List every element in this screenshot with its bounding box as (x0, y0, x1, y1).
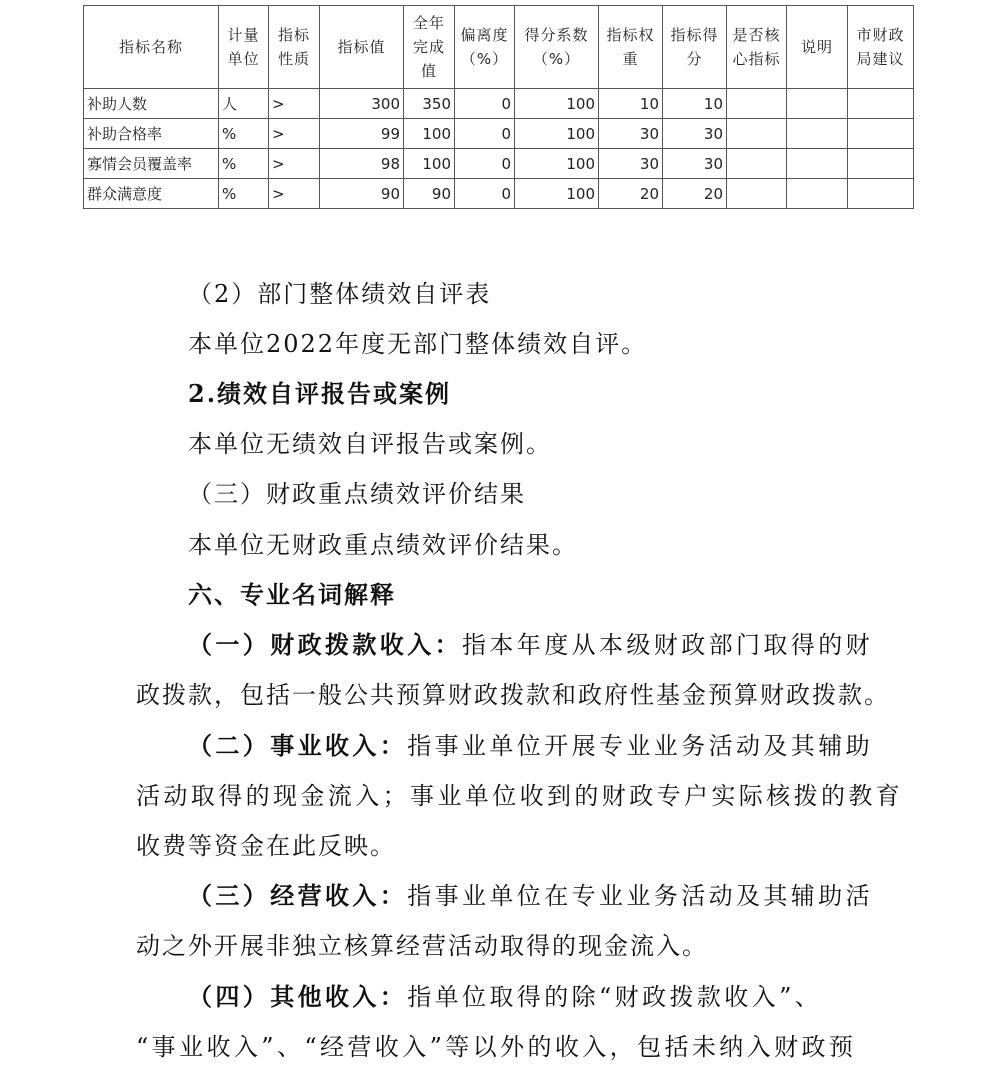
table-cell: 补助人数 (84, 89, 219, 119)
table-cell: 30 (599, 149, 663, 179)
table-cell (848, 119, 914, 149)
paragraph-key-evaluation: 本单位无财政重点绩效评价结果。 (188, 531, 578, 559)
header-score: 指标得分 (663, 6, 727, 89)
table-cell: 100 (404, 119, 455, 149)
table-cell (727, 179, 787, 209)
table-cell: 30 (599, 119, 663, 149)
definition-continuation: 动之外开展非独立核算经营活动取得的现金流入。 (136, 932, 708, 960)
definition-term: （二）事业收入： (188, 731, 408, 760)
table-cell (848, 89, 914, 119)
table-cell (787, 179, 848, 209)
header-nature: 指标性质 (269, 6, 320, 89)
table-cell: 90 (404, 179, 455, 209)
table-header-row (84, 6, 914, 89)
definition-operating-income (188, 871, 873, 921)
table-cell: > (269, 119, 320, 149)
table-cell: 30 (663, 149, 727, 179)
table-row (84, 119, 914, 149)
table-cell: 0 (455, 89, 515, 119)
definition-text: 指本年度从本级财政部门取得的财 (462, 631, 873, 659)
table-cell: 100 (515, 119, 599, 149)
table-cell: 10 (663, 89, 727, 119)
header-weight: 指标权重 (599, 6, 663, 89)
definition-continuation: 活动取得的现金流入；事业单位收到的财政专户实际核拨的教育 (136, 782, 904, 810)
table-cell: 20 (599, 179, 663, 209)
header-deviation: 偏离度（%） (455, 6, 515, 89)
table-row (84, 89, 914, 119)
table-cell: 10 (599, 89, 663, 119)
table-cell (848, 149, 914, 179)
table-cell: 0 (455, 119, 515, 149)
table-cell (787, 149, 848, 179)
table-cell: > (269, 149, 320, 179)
table-cell (787, 89, 848, 119)
section-heading-department-self-eval: （2）部门整体绩效自评表 (188, 280, 492, 308)
table-cell: % (219, 149, 269, 179)
table-cell (727, 119, 787, 149)
table-cell: 0 (455, 179, 515, 209)
section-heading-key-evaluation: （三）财政重点绩效评价结果 (188, 480, 526, 508)
header-is-core: 是否核心指标 (727, 6, 787, 89)
definition-business-income (188, 721, 873, 771)
table-cell: % (219, 179, 269, 209)
definition-continuation: 收费等资金在此反映。 (136, 832, 396, 860)
definition-continuation: “事业收入”、“经营收入”等以外的收入，包括未纳入财政预 (136, 1033, 857, 1061)
definition-continuation: 政拨款，包括一般公共预算财政拨款和政府性基金预算财政拨款。 (136, 681, 890, 709)
table-cell: 300 (320, 89, 404, 119)
definition-term: （三）经营收入： (188, 881, 408, 910)
header-annual-completion: 全年完成值 (404, 6, 455, 89)
header-remarks: 说明 (787, 6, 848, 89)
table-cell: 补助合格率 (84, 119, 219, 149)
table-cell: 98 (320, 149, 404, 179)
table-cell (848, 179, 914, 209)
table-cell: > (269, 89, 320, 119)
paragraph-self-eval-report: 本单位无绩效自评报告或案例。 (188, 430, 552, 458)
table-cell: 100 (515, 149, 599, 179)
table-cell: 0 (455, 149, 515, 179)
table-cell: 20 (663, 179, 727, 209)
definition-text: 指事业单位开展专业业务活动及其辅助 (407, 732, 874, 760)
header-score-coefficient: 得分系数（%） (515, 6, 599, 89)
table-cell: 群众满意度 (84, 179, 219, 209)
table-row (84, 179, 914, 209)
table-cell: 350 (404, 89, 455, 119)
table-cell (787, 119, 848, 149)
table-cell: 99 (320, 119, 404, 149)
definition-term: （一）财政拨款收入： (188, 630, 462, 659)
table-cell: > (269, 179, 320, 209)
paragraph-department-self-eval: 本单位2022年度无部门整体绩效自评。 (188, 330, 648, 358)
table-cell: 100 (404, 149, 455, 179)
header-unit: 计量单位 (219, 6, 269, 89)
definition-other-income (188, 972, 822, 1022)
section-heading-self-eval-report: 2.绩效自评报告或案例 (188, 379, 452, 408)
table-cell: 100 (515, 89, 599, 119)
header-finance-advice: 市财政局建议 (848, 6, 914, 89)
section-heading-glossary: 六、专业名词解释 (188, 580, 396, 609)
performance-indicator-table (83, 5, 914, 209)
table-cell: 寡情会员覆盖率 (84, 149, 219, 179)
table-cell: 90 (320, 179, 404, 209)
header-target-value: 指标值 (320, 6, 404, 89)
table-cell: 100 (515, 179, 599, 209)
table-cell: 30 (663, 119, 727, 149)
table-cell: % (219, 119, 269, 149)
definition-text: 指事业单位在专业业务活动及其辅助活 (407, 882, 874, 910)
table-cell (727, 89, 787, 119)
table-cell: 人 (219, 89, 269, 119)
header-indicator-name: 指标名称 (84, 6, 219, 89)
definition-text: 指单位取得的除“财政拨款收入”、 (407, 983, 823, 1011)
definition-term: （四）其他收入： (188, 982, 408, 1011)
definition-fiscal-appropriation (188, 620, 873, 670)
table-cell (727, 149, 787, 179)
table-row (84, 149, 914, 179)
